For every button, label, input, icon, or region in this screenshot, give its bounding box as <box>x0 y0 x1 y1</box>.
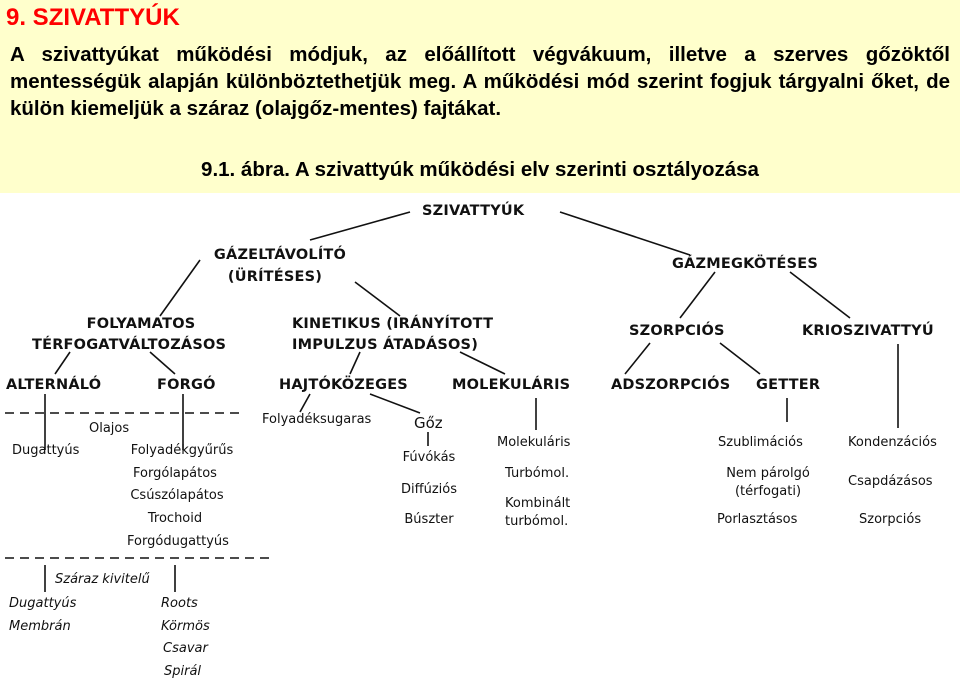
leaf-szaraz-right: Spirál <box>164 664 202 679</box>
node-folyamatos-2: TÉRFOGATVÁLTOZÁSOS <box>32 337 227 353</box>
leaf-goz: Gőz <box>414 414 443 432</box>
leaf-kombinalt-1: Kombinált <box>505 496 571 511</box>
leaf-forgo-item: Forgólapátos <box>133 466 217 481</box>
node-root: SZIVATTYÚK <box>422 203 525 219</box>
node-szorpcios: SZORPCIÓS <box>629 323 725 339</box>
label-olajos: Olajos <box>89 421 130 436</box>
leaf-forgo-item: Csúszólapátos <box>130 488 224 503</box>
leaf-getter-item: (térfogati) <box>734 484 802 499</box>
leaf-mol-item: Molekuláris <box>497 435 571 450</box>
leaf-folyadeksugaras: Folyadéksugaras <box>262 412 372 427</box>
figure-caption: 9.1. ábra. A szivattyúk működési elv szerinti osztályozása <box>201 158 759 181</box>
leaf-krio-item: Kondenzációs <box>848 435 937 450</box>
leaf-szaraz-left: Dugattyús <box>9 596 77 611</box>
leaf-getter-item: Porlasztásos <box>717 512 798 527</box>
node-gazeltavolito-1: GÁZELTÁVOLÍTÓ <box>213 247 347 263</box>
node-gazmegkotes: GÁZMEGKÖTÉSES <box>672 256 818 272</box>
node-kinetikus-2: IMPULZUS ÁTADÁSOS) <box>292 337 479 353</box>
label-szaraz: Száraz kivitelű <box>55 572 150 587</box>
node-hajtokozeges: HAJTÓKÖZEGES <box>279 377 408 393</box>
leaf-mol-item: Turbómol. <box>505 466 570 481</box>
leaf-szaraz-left: Membrán <box>9 619 71 634</box>
leaf-forgo-item: Forgódugattyús <box>127 534 229 549</box>
node-alternalo: ALTERNÁLÓ <box>6 377 102 393</box>
leaf-kombinalt-2: turbómol. <box>505 514 569 529</box>
leaf-forgo-item: Trochoid <box>147 511 203 526</box>
node-molekularis: MOLEKULÁRIS <box>452 377 571 393</box>
leaf-dugattyus: Dugattyús <box>12 443 80 458</box>
leaf-goz-item: Diffúziós <box>401 482 457 497</box>
page-title: 9. SZIVATTYÚK <box>6 4 180 31</box>
leaf-krio-item: Szorpciós <box>859 512 922 527</box>
intro-paragraph: A szivattyúkat működési módjuk, az előállított végvákuum, illetve a szerves gőzöktől mentességük alapján különböztethetjük meg. A működési mód szerint fogjuk tárgyalni őket, de külön kiemeljük a száraz (olajgőz-mentes) fajtákat. <box>10 43 950 120</box>
node-adszorpcios: ADSZORPCIÓS <box>611 377 731 393</box>
node-getter: GETTER <box>756 377 821 393</box>
node-folyamatos-1: FOLYAMATOS <box>86 316 196 332</box>
node-krioszivattyu: KRIOSZIVATTYÚ <box>802 323 934 339</box>
leaf-szaraz-right: Csavar <box>163 641 208 656</box>
leaf-goz-item: Búszter <box>404 512 454 527</box>
node-forgo: FORGÓ <box>157 377 216 393</box>
leaf-getter-item: Szublimációs <box>718 435 803 450</box>
leaf-szaraz-right: Roots <box>161 596 198 611</box>
node-gazeltavolito-2: (ÜRÍTÉSES) <box>227 269 323 285</box>
node-kinetikus-1: KINETIKUS (IRÁNYÍTOTT <box>292 316 494 332</box>
leaf-goz-item: Fúvókás <box>402 450 456 465</box>
leaf-krio-item: Csapdázásos <box>848 474 933 489</box>
leaf-szaraz-right: Körmös <box>161 619 210 634</box>
leaf-getter-item: Nem párolgó <box>726 466 810 481</box>
leaf-forgo-item: Folyadékgyűrűs <box>130 443 234 458</box>
